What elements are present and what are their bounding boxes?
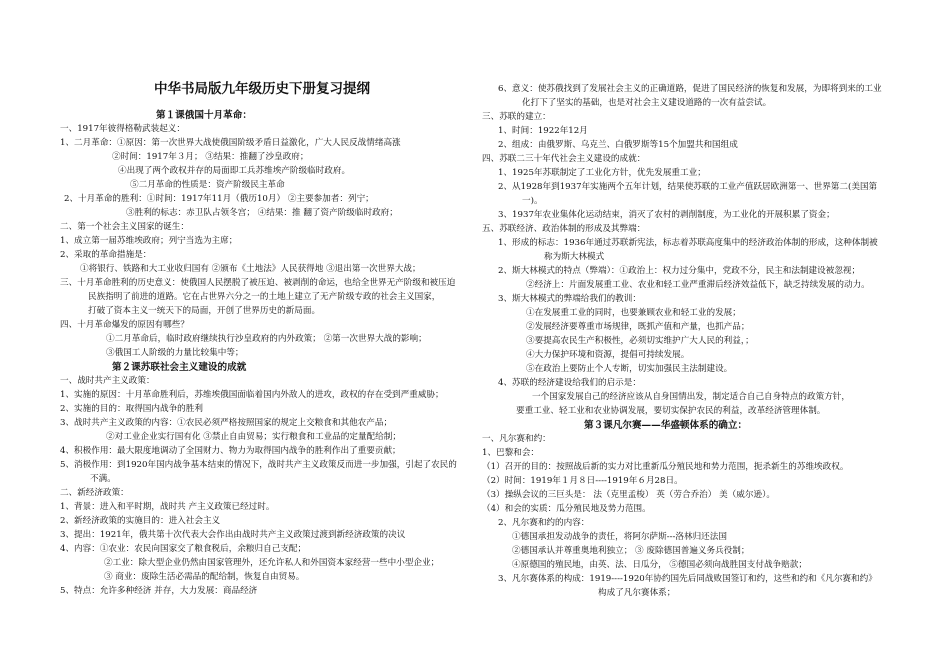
- outline-line: ①德国承担发动战争的责任，将阿尔萨斯---洛林归还法国: [512, 532, 727, 542]
- outline-line: 2、采取的革命措施是：: [60, 250, 152, 260]
- outline-line: ③ 商业：废除生活必需品的配给制，恢复自由贸易。: [104, 572, 305, 582]
- outline-line: 1、1925年苏联制定了工业化方针，优先发展重工业；: [498, 168, 706, 178]
- outline-line: 三、苏联的建立：: [482, 112, 551, 122]
- lesson-heading: 第３课凡尔赛——华盛顿体系的确立：: [584, 420, 748, 431]
- outline-line: 三、十月革命胜利的历史意义：使俄国人民摆脱了被压迫、被剥削的命运，也给全世界无产阶级和被压迫: [60, 278, 456, 288]
- outline-line: （1）召开的目的：按照战后新的实力对比重新瓜分殖民地和势力范围，扼杀新生的苏维埃政权。: [482, 462, 849, 472]
- outline-line: 3、凡尔赛体系的构成：1919----1920年协约国先后同战败国签订和约，这些和约和《凡尔赛和约》: [498, 574, 877, 584]
- outline-line: ⑤二月革命的性质是：资产阶级民主革命: [130, 180, 285, 190]
- outline-line: 1、背景：进入和平时期，战时共 产主义政策已经过时。: [60, 502, 275, 512]
- outline-line: 一、战时共产主义政策：: [60, 376, 155, 386]
- outline-line: 2、斯大林模式的特点（弊端）：①政治上：权力过分集中，党政不分，民主和法制建设被忽视；: [498, 266, 861, 276]
- outline-line: ②德国承认并尊重奥地利独立； ③ 废除德国普遍义务兵役制；: [512, 546, 750, 556]
- outline-line: 四、十月革命爆发的原因有哪些？: [60, 320, 189, 330]
- outline-line: 3、战时共产主义政策的内容：①农民必须严格按照国家的规定上交粮食和其他农产品；: [60, 418, 393, 428]
- outline-line: 称为斯大林模式: [544, 252, 605, 262]
- outline-line: ②发展经济要尊重市场规律，既抓产值和产量，也抓产品；: [526, 322, 750, 332]
- outline-line: ③要提高农民生产积极性，必须切实维护广大人民的利益，；: [526, 336, 754, 346]
- outline-line: 二、新经济政策：: [60, 488, 129, 498]
- outline-line: 1、实施的原因：十月革命胜利后，苏维埃俄国面临着国内外敌人的进攻，政权的存在受到严重威胁；: [60, 390, 444, 400]
- outline-line: 4、积极作用：最大限度地调动了全国财力、物力为取得国内战争的胜利作出了重要贡献；: [60, 446, 401, 456]
- outline-line: 构成了凡尔赛体系；: [598, 588, 676, 598]
- outline-line: 2、十月革命的胜利：①时间：1917年11月（俄历10月） ②主要参加者：列宁；: [64, 194, 374, 204]
- outline-line: （2）时间：1919年１月８日----1919年６月28日。: [482, 476, 683, 486]
- outline-line: ①二月革命后，临时政府继续执行沙皇政府的内外政策； ②第一次世界大战的影响；: [106, 334, 427, 344]
- outline-line: 2、组成：由俄罗斯、乌克兰、白俄罗斯等15个加盟共和国组成: [498, 140, 738, 150]
- outline-line: ②时间：1917年３月； ③结果：推翻了沙皇政府；: [112, 152, 309, 162]
- outline-line: 1、形成的标志：1936年通过苏联新宪法，标志着苏联高度集中的经济政治体制的形成，这种体制被: [498, 238, 878, 248]
- outline-line: 民族指明了前进的道路。它在占世界六分之一的土地上建立了无产阶级专政的社会主义国家，: [88, 292, 441, 302]
- outline-line: ③胜利的标志：赤卫队占领冬宫； ④结果：推 翻了资产阶级临时政府；: [126, 208, 398, 218]
- outline-line: 6、意义：使苏俄找到了发展社会主义的正确道路，促进了国民经济的恢复和发展，为即将到来的工业: [498, 84, 882, 94]
- outline-line: ①在发展重工业的同时，也要兼顾农业和轻工业的发展；: [526, 308, 741, 318]
- outline-line: ④大力保护环境和资源，提倡可持续发展。: [526, 350, 690, 360]
- outline-line: ④出现了两个政权并存的局面即工兵苏维埃产阶级临时政府。: [118, 166, 351, 176]
- outline-line: ②工业：除大型企业仍然由国家管理外，还允许私人和外国资本家经营一些中小型企业；: [104, 558, 440, 568]
- outline-line: 2、从1928年到1937年实施两个五年计划，结果使苏联的工业产值跃居欧洲第一、世界第二(美国第: [498, 182, 878, 192]
- outline-line: 4、苏联的经济建设给我们的启示是：: [498, 378, 641, 388]
- outline-line: 2、新经济政策的实施目的：进入社会主义: [60, 516, 221, 526]
- outline-line: 5、消极作用：到1920年国内战争基本结束的情况下，战时共产主义政策反而进一步加强，引起了农民的: [60, 460, 457, 470]
- outline-line: 不满。: [90, 474, 116, 484]
- outline-line: 4、内容：①农业：农民向国家交了粮食税后，余粮归自己支配；: [60, 544, 307, 554]
- outline-line: 3、1937年农业集体化运动结束，消灭了农村的剥削制度，为工业化的开展积累了资金；: [498, 210, 835, 220]
- outline-line: ⑤在政治上要防止个人专断，切实加强民主法制建设。: [526, 364, 733, 374]
- outline-line: 一个国家发展自己的经济应该从自身国情出发，制定适合自己自身特点的政策方针，: [532, 392, 850, 402]
- outline-line: 1、时间：1922年12月: [498, 126, 588, 136]
- outline-line: 3、斯大林模式的弊端给我们的教训：: [498, 294, 641, 304]
- outline-line: 5、特点：允许多种经济 并存，大力发展：商品经济: [60, 586, 258, 596]
- outline-line: 1、二月革命：①原因：第一次世界大战使俄国阶级矛盾日益激化，广大人民反战情绪高涨: [60, 138, 401, 148]
- lesson-heading: 第１课俄国十月革命：: [156, 110, 252, 121]
- outline-line: ③俄国工人阶级的力量比较集中等；: [106, 348, 244, 358]
- outline-line: 要重工业、轻工业和农业协调发展，要切实保护农民的利益，改革经济管理体制。: [516, 406, 826, 416]
- outline-line: 2、凡尔赛和约的内容：: [498, 518, 590, 528]
- outline-line: ①将银行、铁路和大工业收归国有 ②颁布《土地法》人民获得地 ③退出第一次世界大战；: [80, 264, 421, 274]
- outline-line: 一、凡尔赛和约：: [482, 434, 551, 444]
- outline-line: ②对工业企业实行国有化 ③禁止自由贸易；实行粮食和工业品的定量配给制；: [106, 432, 401, 442]
- outline-line: ④原德国的殖民地，由英、法、日瓜分， ⑤德国必须向战胜国支付战争赔款；: [512, 560, 807, 570]
- outline-line: 1、巴黎和会：: [482, 448, 540, 458]
- outline-line: 四、苏联二三十年代社会主义建设的成就：: [482, 154, 646, 164]
- outline-line: 二、第一个社会主义国家的诞生：: [60, 222, 189, 232]
- outline-line: （4）和会的实质：瓜分殖民地及势力范围。: [482, 504, 651, 514]
- outline-line: 1、成立第一届苏维埃政府；列宁当选为主席；: [60, 236, 238, 246]
- outline-line: 2、实施的目的：取得国内战争的胜利: [60, 404, 203, 414]
- outline-line: 一、1917年彼得格勒武装起义：: [60, 124, 185, 134]
- outline-line: 3、提出：1921年，俄共第十次代表大会作出由战时共产主义政策过渡到新经济政策的决议: [60, 530, 406, 540]
- outline-line: 一)。: [522, 196, 543, 206]
- outline-line: 五、苏联经济、政治体制的形成及其弊端：: [482, 224, 646, 234]
- lesson-heading: 第２课苏联社会主义建设的成就: [112, 362, 247, 373]
- outline-line: 打破了资本主义一统天下的局面，开创了世界历史的新局面。: [88, 306, 321, 316]
- outline-line: 化打下了坚实的基础，也是对社会主义建设道路的一次有益尝试。: [522, 98, 772, 108]
- outline-line: ②经济上：片面发展重工业、农业和轻工业严重滞后经济效益低下，缺乏持续发展的动力。: [526, 280, 870, 290]
- document-title: 中华书局版九年级历史下册复习提纲: [154, 81, 370, 97]
- outline-line: （3）操纵会议的三巨头是： 法（克里孟梭） 英（劳合乔治） 美（威尔逊）。: [482, 490, 775, 500]
